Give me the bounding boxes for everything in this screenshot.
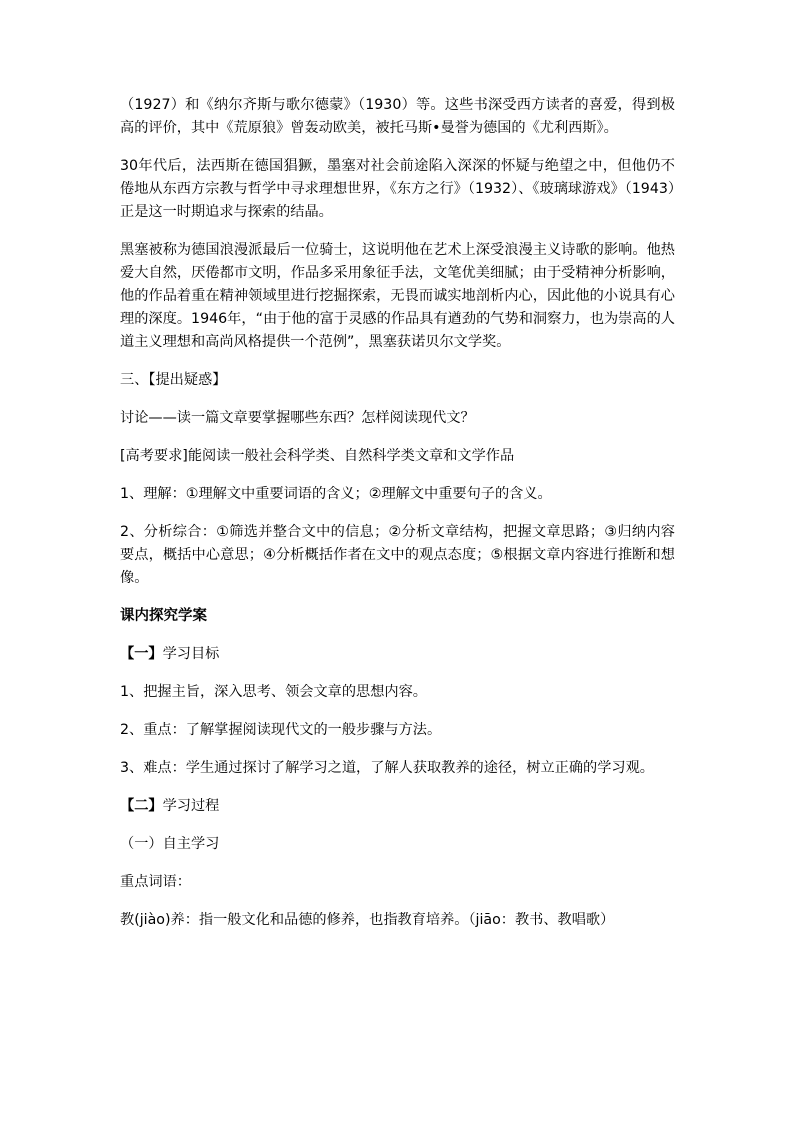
paragraph-1930s: 30年代后，法西斯在德国猖獗，墨塞对社会前途陷入深深的怀疑与绝望之中，但他仍不倦地从东西方宗教与哲学中寻求理想世界，《东方之行》（1932）、《玻璃球游戏》（1943）正是这一时期追求与探索的结晶。 [120, 158, 675, 220]
document-page [120, 94, 675, 947]
paragraph-understanding: 1、理解：①理解文中重要词语的含义；②理解文中重要句子的含义。 [120, 486, 552, 502]
paragraph-discussion: 讨论——读一篇文章要掌握哪些东西？怎样阅读现代文？ [120, 410, 475, 426]
subheading-self-study: （一）自主学习 [120, 836, 220, 852]
heading-in-class-study: 课内探究学案 [120, 608, 207, 624]
paragraph-exam-requirements: [高考要求]能阅读一般社会科学类、自然科学类文章和文学作品 [120, 448, 515, 464]
heading-learning-process [120, 795, 675, 818]
key-word-jiaoyang: 教(jiào)养：指一般文化和品德的修养，也指教育培养。（jiāo：教书、教唱歌） [120, 912, 615, 928]
learning-process-text: 学习过程 [162, 798, 220, 814]
section-heading-questions: 三、【提出疑惑】 [120, 372, 227, 388]
heading-learning-goals [120, 643, 675, 666]
goal-item-2: 2、重点：了解掌握阅读现代文的一般步骤与方法。 [120, 722, 442, 738]
learning-goals-text: 学习目标 [162, 646, 220, 662]
paragraph-hesse-style: 黑塞被称为德国浪漫派最后一位骑士，这说明他在艺术上深受浪漫主义诗歌的影响。他热爱大自然，厌倦都市文明，作品多采用象征手法，文笔优美细腻；由于受精神分析影响，他的作品着重在精神领域里进行挖掘探索，无畏而诚实地剖析内心，因此他的小说具有心理的深度。1946年，“由于他的富于灵感的作品具有遒劲的气势和洞察力，也为崇高的人道主义理想和高尚风格提供一个范例”，黑塞获诺贝尔文学奖。 [120, 242, 675, 350]
bracket-label-two: 【二】 [120, 798, 163, 814]
paragraph-analysis: 2、分析综合：①筛选并整合文中的信息；②分析文章结构，把握文章思路；③归纳内容要点，概括中心意思；④分析概括作者在文中的观点态度；⑤根据文章内容进行推断和想像。 [120, 524, 675, 586]
bracket-label-one: 【一】 [120, 646, 163, 662]
goal-item-1: 1、把握主旨，深入思考、领会文章的思想内容。 [120, 684, 427, 700]
paragraph-works-intro: （1927）和《纳尔齐斯与歌尔德蒙》（1930）等。这些书深受西方读者的喜爱，得到极高的评价，其中《荒原狼》曾轰动欧美，被托马斯•曼誉为德国的《尤利西斯》。 [120, 97, 675, 136]
goal-item-3: 3、难点：学生通过探讨了解学习之道，了解人获取教养的途径，树立正确的学习观。 [120, 760, 654, 776]
label-key-words: 重点词语： [120, 874, 191, 890]
